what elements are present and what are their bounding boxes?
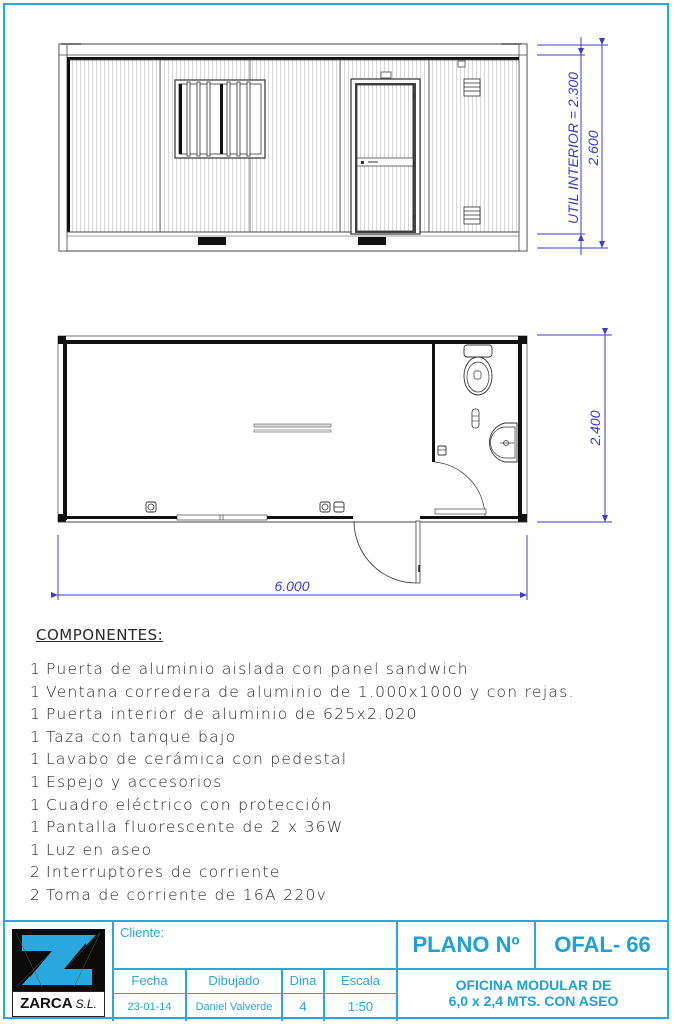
plano-number: OFAL- 66	[536, 922, 669, 970]
title-block	[3, 920, 669, 1021]
electrical-panel-icon	[334, 502, 344, 512]
component-item	[30, 748, 630, 771]
component-text: Interruptores de corriente	[46, 863, 281, 882]
component-item	[30, 839, 630, 862]
component-qty: 1	[30, 818, 42, 837]
component-item	[30, 771, 630, 794]
plano-label: PLANO Nº	[398, 922, 536, 970]
company-logo	[12, 929, 105, 1017]
header-fecha: Fecha	[114, 970, 187, 994]
component-qty: 2	[30, 885, 42, 904]
header-escala: Escala	[325, 970, 398, 994]
power-socket-icon	[146, 502, 156, 512]
front-elevation	[59, 43, 527, 251]
bathroom-switch-icon	[438, 446, 446, 455]
dimension-depth-2400: 2.400	[587, 410, 603, 446]
z-logo-icon	[12, 929, 105, 991]
header-dibujado: Dibujado	[187, 970, 283, 994]
value-fecha: 23-01-14	[114, 994, 187, 1021]
component-text: Cuadro eléctrico con protección	[46, 795, 333, 814]
dimension-height-2600: 2.600	[585, 130, 601, 166]
component-item	[30, 794, 630, 817]
component-qty: 1	[30, 660, 42, 678]
value-dina: 4	[283, 994, 325, 1021]
company-suffix: S.L.	[75, 997, 97, 1011]
company-name	[12, 991, 105, 1017]
value-escala: 1:50	[325, 994, 398, 1021]
component-item	[30, 681, 630, 704]
component-item	[30, 726, 630, 749]
component-text: Espejo y accesorios	[46, 772, 223, 791]
components-list	[30, 626, 630, 907]
component-item	[30, 884, 630, 907]
component-text: Luz en aseo	[46, 840, 153, 859]
component-item	[30, 703, 630, 726]
component-qty: 1	[30, 750, 42, 769]
components-title: COMPONENTES:	[36, 626, 164, 644]
description-line1: OFICINA MODULAR DE	[455, 977, 612, 993]
client-cell	[114, 922, 398, 970]
component-text: Puerta de aluminio aislada con panel sandwich	[46, 660, 469, 678]
component-text: Lavabo de cerámica con pedestal	[46, 750, 348, 769]
component-qty: 2	[30, 863, 42, 882]
component-text: Puerta interior de aluminio de 625x2.020	[46, 705, 418, 724]
company-name-text: ZARCA	[20, 995, 73, 1012]
power-socket-icon	[320, 502, 330, 512]
client-label: Cliente:	[120, 925, 165, 940]
component-text: Ventana corredera de aluminio de 1.000x1000 y con rejas.	[46, 682, 575, 701]
plan-description	[398, 970, 669, 1021]
header-dina: Dina	[283, 970, 325, 994]
component-item	[30, 816, 630, 839]
description-line2: 6,0 x 2,4 MTS. CON ASEO	[448, 993, 619, 1009]
component-qty: 1	[30, 682, 42, 701]
component-qty: 1	[30, 705, 42, 724]
component-qty: 1	[30, 840, 42, 859]
component-qty: 1	[30, 795, 42, 814]
window-with-bars	[175, 80, 265, 158]
floor-plan	[58, 336, 527, 583]
component-text: Toma de corriente de 16A 220v	[46, 885, 328, 904]
component-qty: 1	[30, 772, 42, 791]
dimension-util-interior: UTIL INTERIOR = 2.300	[565, 72, 581, 224]
toilet-icon	[464, 345, 492, 395]
dimension-width-6000: 6.000	[274, 578, 310, 594]
component-item	[30, 861, 630, 884]
value-dibujado: Daniel Valverde	[187, 994, 283, 1021]
component-qty: 1	[30, 727, 42, 746]
component-text: Pantalla fluorescente de 2 x 36W	[46, 818, 344, 837]
entrance-door	[351, 72, 420, 234]
component-text: Taza con tanque bajo	[46, 727, 237, 746]
component-item	[30, 658, 630, 681]
mirror-accessory-icon	[472, 409, 479, 428]
